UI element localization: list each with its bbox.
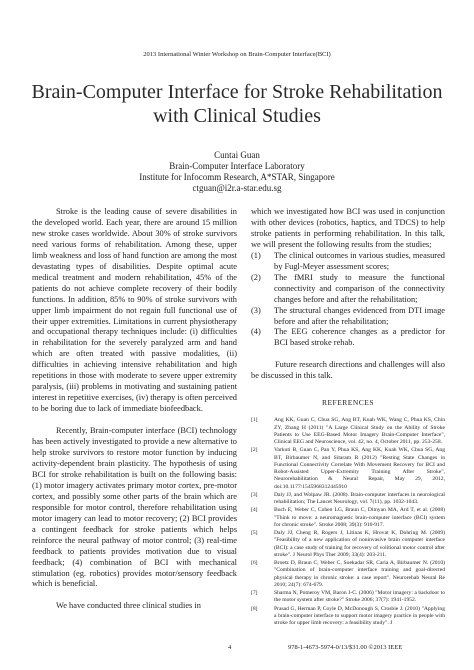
finding-text: The structural changes evidenced from DTI image before and after the rehabilitation; xyxy=(274,305,445,326)
reference-text: Varkuti B, Guan C, Pan Y, Phua KS, Ang KK, Kuah WK, Chua SG, Ang BT, Birbaumer N, and Sitaram R (2012) "Resting State Changes in Functional Connectivity Correlate With Movement Recovery for BCI and Robot-Assisted Upper-Extremity Training After Stroke", Neurorehabilitation & Neural Repair, May 29, 2012, doi:10.1177/1545968312445910 xyxy=(274,447,445,490)
page-number: 4 xyxy=(228,644,232,651)
reference-text: Buch E, Weber C, Cohen LG, Braun C, Dimyan MA, Ard T, et al. (2008) "Think to move: a neuromagnetic brain-computer interface (BCI) system for chronic stroke". Stroke 2008; 39(3): 910-917. xyxy=(274,507,445,528)
reference-number: [2] xyxy=(251,447,258,454)
reference-text: Daly JJ, and Wolpaw JR. (2008). Brain-computer interfaces in neurological rehabilitation; The Lancet Neurology, vol. 7(11), pp. 1032-1043. xyxy=(274,491,445,505)
finding-text: The fMRI study to measure the functional connectivity and comparison of the connectivity changes before and after the rehabilitation; xyxy=(274,272,445,304)
reference-number: [3] xyxy=(251,491,258,498)
studies-paragraph: We have conducted three clinical studies in xyxy=(56,601,201,611)
findings-list xyxy=(251,251,445,350)
finding-item xyxy=(251,273,445,306)
reference-item xyxy=(251,417,445,446)
reference-text: Sharma N, Pomeroy VM, Baron J-C. (2006) "Motor imagery: a backdoor to the motor system after stroke?" Stroke 2006; 37(7): 1941-1952. xyxy=(274,590,445,604)
abstract-paragraph: Stroke is the leading cause of severe disabilities in the developed world. Each year, there are around 15 million new stroke cases worldwide. About 30% of stroke survivors need various forms of rehabilitation. Among these, upper limb weakness and loss of hand function are among the most devastating types of disabilities. Despite optimal acute medical treatment and modern rehabilitation, 45% of the patients do not achieve complete recovery of their bodily functions. In addition, 85% to 90% of stroke survivors with upper limb impairment do not regain full functional use of their upper extremities. Limitations in current physiotherapy and occupational therapy techniques include: (i) difficulties in rehabilitation for the severely paralyzed arm and hand which are often treated with passive modalities, (ii) difficulties in achieving intensive rehabilitation and high repetitions in those with moderate to severe upper extremity paralysis, (iii) problems in motivating and sustaining patient interest in repetitive exercises, (iv) therapy is often perceived to be boring due to lack of immediate biofeedback. xyxy=(32,207,237,414)
publisher-line: 978-1-4673-5974-0/13/$31.00 ©2013 IEEE xyxy=(288,644,403,651)
reference-text: Prasad G, Herman P, Coyle D, McDonough S, Crosbie J. (2010) "Applying a brain-computer interface to support motor imagery practice in people with stroke for upper limb recovery: a feasibility study". J xyxy=(274,605,445,626)
reference-text: Broetz D, Braun C, Weber C, Soekadar SR, Caria A, Birbaumer N. (2010) "Combination of brain-computer interface training and goal-directed physical therapy in chronic stroke: a case report". Neurorehab Neural Re 2010; 24(7): 674-679. xyxy=(274,560,445,588)
finding-text: The clinical outcomes in various studies, measured by Fugl-Meyer assessment scores; xyxy=(274,250,445,271)
reference-number: [8] xyxy=(251,605,258,612)
reference-item xyxy=(251,530,445,559)
finding-item xyxy=(251,327,445,349)
finding-number: (4) xyxy=(251,327,261,337)
conference-header: 2013 International Winter Workshop on Brain-Computer Interface(BCI) xyxy=(143,51,331,58)
author-email: ctguan@i2r.a-star.edu.sg xyxy=(192,183,282,193)
finding-item xyxy=(251,306,445,328)
reference-text: Ang KK, Guan C, Chua SG, Ang BT, Kuah WK, Wang C, Phua KS, Chin ZY, Zhang H (2011) "A Large Clinical Study on the Ability of Stroke Patients to Use EEG-Based Motor Imagery Brain-Computer Interface", Clinical EEG and Neuroscience, vol. 42, no. 4, October 2011, pp. 253-258. xyxy=(274,417,445,445)
reference-item xyxy=(251,560,445,589)
references-heading: REFERENCES xyxy=(321,398,375,408)
reference-text: Daly JJ, Cheng R, Rogers J, Litinas K, Hrovat K, Dohring M. (2009) "Feasibility of a new application of noninvasive brain computer interface (BCI): a case study of training for recovery of volitional motor control after stroke". J Neurol Phys Ther 2009; 33(4): 203-211. xyxy=(274,530,445,558)
reference-number: [6] xyxy=(251,560,258,566)
reference-item xyxy=(251,447,445,491)
finding-text: The EEG coherence changes as a predictor for BCI based stroke rehab. xyxy=(274,327,445,348)
paper-title: Brain-Computer Interface for Stroke Rehabilitation with Clinical Studies xyxy=(31,81,443,127)
finding-number: (3) xyxy=(251,305,261,315)
finding-number: (2) xyxy=(251,272,261,282)
finding-item xyxy=(251,251,445,273)
future-directions: Future research directions and challenges will also be discussed in this talk. xyxy=(251,360,445,381)
reference-number: [7] xyxy=(251,590,258,596)
finding-number: (1) xyxy=(251,250,261,260)
author-block xyxy=(0,150,474,194)
reference-item xyxy=(251,606,445,628)
author-lab: Brain-Computer Interface Laboratory xyxy=(169,161,305,171)
reference-item xyxy=(251,507,445,529)
studies-continuation: which we investigated how BCI was used in conjunction with other devices (robotics, haptics, and TDCS) to help stroke patients in performing rehabilitation. In this talk, we will present the following results from the studies; xyxy=(251,207,445,249)
reference-number: [4] xyxy=(251,507,258,514)
reference-item xyxy=(251,492,445,507)
references-list xyxy=(251,417,445,627)
author-institute: Institute for Infocomm Research, A*STAR, Singapore xyxy=(139,172,335,182)
left-column xyxy=(32,207,237,612)
right-column xyxy=(251,207,445,628)
reference-number: [1] xyxy=(251,417,258,424)
author-name: Cuntai Guan xyxy=(214,150,260,160)
reference-item xyxy=(251,590,445,605)
reference-number: [5] xyxy=(251,530,258,536)
bci-paragraph: Recently, Brain-computer interface (BCI) technology has been actively investigated to provide a new alternative to help stroke survivors to restore motor function by inducing activity-dependent brain plasticity. The hypothesis of using BCI for stroke rehabilitation is built on the following basis: (1) motor imagery activates primary motor cortex, pre-motor cortex, and possibly some other parts of the brain which are responsible for motor control, therefore rehabilitation using motor imagery can lead to motor recovery; (2) BCI provides a contingent feedback for stroke patients which helps reinforce the neural pathway of motor control; (3) real-time feedback to patients provides motivation due to visual feedback; (4) combination of BCI with mechanical stimulation (eg. robotics) provides motor/sensory feedback which is beneficial. xyxy=(32,426,237,589)
